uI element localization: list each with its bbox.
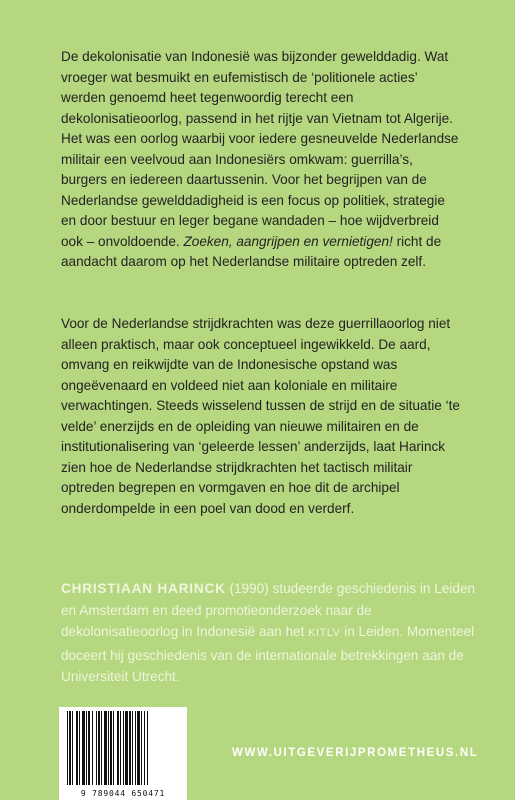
publisher-website: WWW.UITGEVERIJPROMETHEUS.NL xyxy=(232,747,479,759)
isbn-barcode xyxy=(59,707,187,800)
blurb-text-2: Voor de Nederlandse strijdkrachten was deze guerrillaoorlog niet alleen praktisch, maar ook conceptueel ingewikkeld. De aard, omvang en reikwijdte van de Indonesische opstand was ongeëvenaard en voldeed niet aan koloniale en militaire verwachtingen. Steeds wisselend tussen de strijd en de situatie ‘te velde’ enerzijds en de opleiding van nieuwe militairen en de institutionalisering van ‘geleerde lessen’ anderzijds, laat Harinck zien hoe de Nederlandse strijdkrachten het tactisch militair optreden begrepen en vormgaven en hoe dit de archipel onderdompelde in een poel van dood en verderf. xyxy=(61,316,460,516)
barcode-bars xyxy=(67,711,179,785)
institute-name: KITLV xyxy=(308,627,341,639)
isbn-digits: 9 789044 650471 xyxy=(80,789,166,798)
author-bio xyxy=(61,578,481,688)
author-bio-text-2: in Leiden. Momenteel doceert hij geschiedenis van de internationale betrekkingen aan de Universiteit Utrecht. xyxy=(61,624,475,684)
author-name: CHRISTIAAN HARINCK xyxy=(61,581,226,596)
blurb-text-1-end: richt de aandacht daarom op het Nederlandse militaire optreden zelf. xyxy=(61,233,442,269)
blurb-text-1: De dekolonisatie van Indonesië was bijzonder gewelddadig. Wat vroeger wat besmuikt en eufemistisch de ‘politionele acties’ werden genoemd heet tegenwoordig terecht een dekolonisatieoorlog, passend in het rijtje van Vietnam tot Algerije. Het was een oorlog waarbij voor iedere gesneuvelde Nederlandse militair een veelvoud aan Indonesiërs omkwam: guerrilla’s, burgers en iedereen daartussenin. Voor het begrijpen van de Nederlandse gewelddadigheid is een focus op politiek, strategie en door bestuur en leger begane wandaden – hoe wijdverbreid ook – onvoldoende. xyxy=(61,49,459,249)
blurb-paragraph-2 xyxy=(61,314,461,519)
blurb-paragraph-1 xyxy=(61,47,461,273)
book-title-italic: Zoeken, aangrijpen en vernietigen! xyxy=(183,233,393,249)
author-bio-text-1: (1990) studeerde geschiedenis in Leiden en Amsterdam en deed promotieonderzoek naar de dekolonisatieoorlog in Indonesië aan het xyxy=(61,581,476,639)
